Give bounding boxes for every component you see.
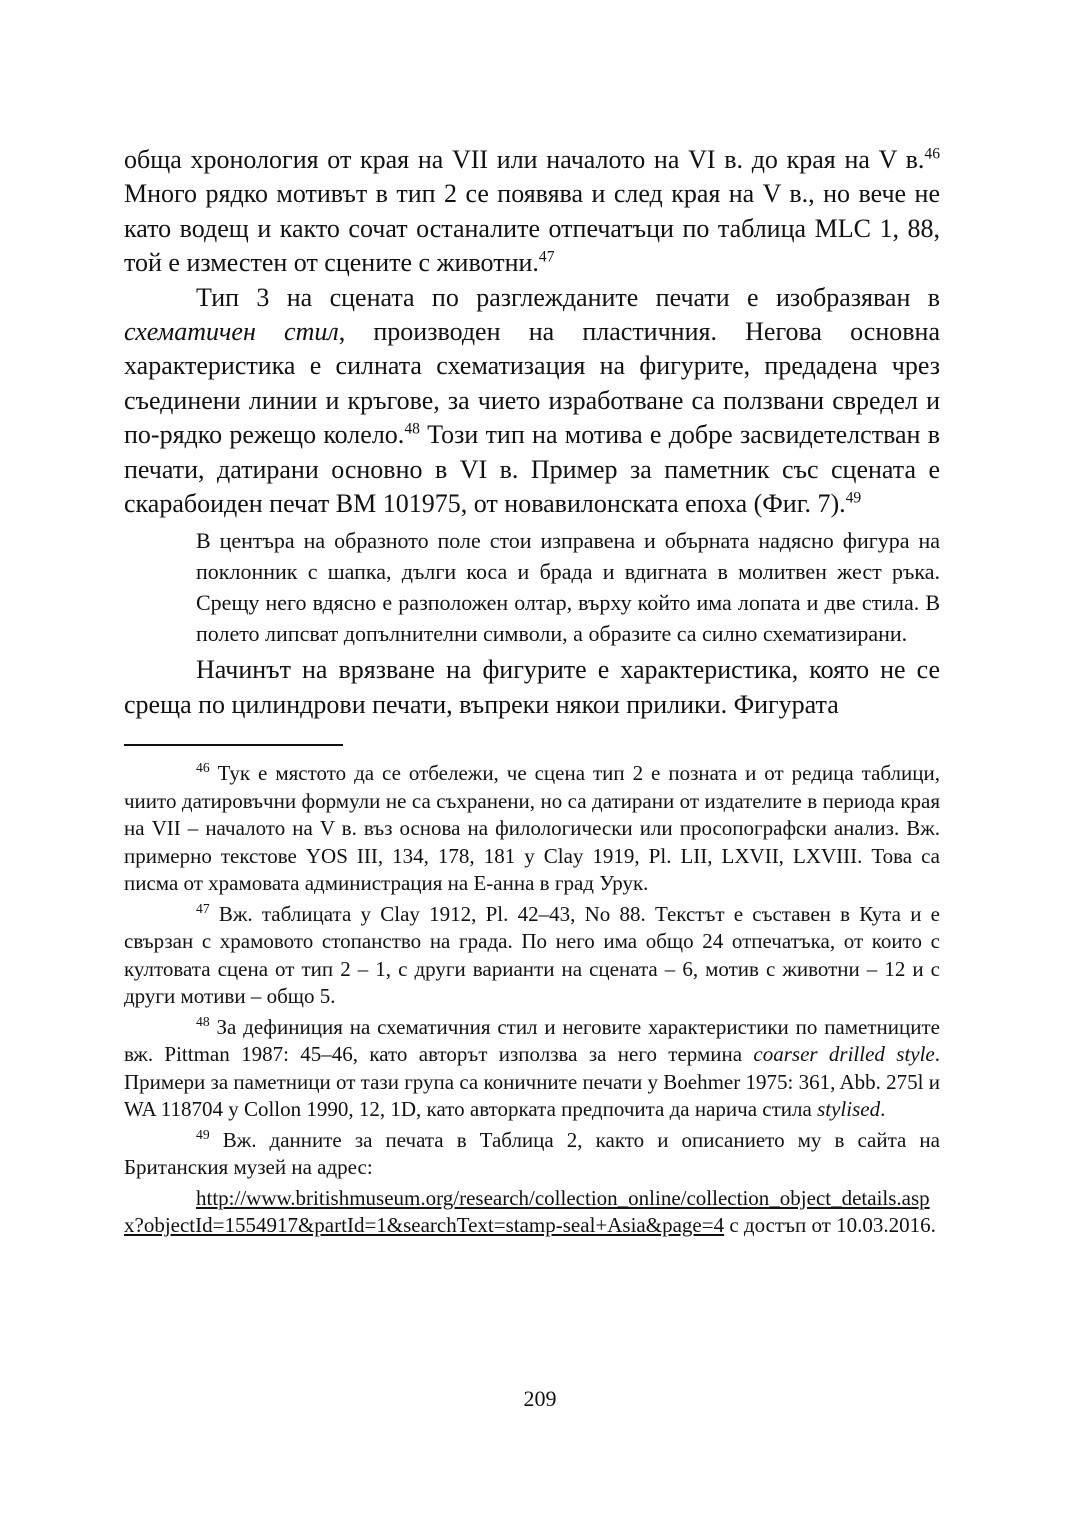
footnote-number: 46 bbox=[196, 760, 210, 776]
footnote-46 bbox=[124, 760, 940, 898]
page-number: 209 bbox=[523, 1386, 557, 1411]
paragraph-1-text-cont: Много рядко мотивът в тип 2 се появява и след края на V в., но вече не като водещ и както сочат останалите отпечатъци по таблица MLC 1, 88, той е изместен от сцените с животни. bbox=[124, 179, 940, 278]
footnote-49 bbox=[124, 1127, 940, 1182]
footnote-ref-46[interactable]: 46 bbox=[924, 145, 940, 163]
footnote-emphasis: coarser drilled style bbox=[753, 1042, 935, 1067]
footnote-text: Вж. данните за печата в Таблица 2, както и описанието му в сайта на Британския музей на адрес: bbox=[124, 1127, 940, 1180]
footnote-ref-48[interactable]: 48 bbox=[404, 420, 420, 438]
footnote-number: 48 bbox=[196, 1013, 210, 1029]
footnote-47 bbox=[124, 901, 940, 1011]
footnote-emphasis-2: stylised bbox=[817, 1097, 881, 1122]
footnote-48 bbox=[124, 1014, 940, 1124]
footnote-49-link-line bbox=[124, 1185, 940, 1240]
access-date: с достъп от 10.03.2016. bbox=[724, 1213, 936, 1238]
footnote-number: 49 bbox=[196, 1126, 210, 1142]
footnote-text: Тук е мястото да се отбележи, че сцена тип 2 е позната и от редица таблици, чиито датировъчни формули не са съхранени, но са датирани от издателите в периода края на VII – началото на V в. въз основа на филологически или просопографски анализ. Вж. примерно текстове YOS III, 134, 178, 181 у Clay 1919, Pl. LII, LXVII, LXVIII. Това са писма от храмовата администрация на Е-анна в град Урук. bbox=[124, 761, 940, 896]
footnote-text-cont: . Примери за паметници от тази група са коничните печати у Boehmer 1975: 361, Abb. 275l и WA 118704 у Collon 1990, 12, 1D, като авторката предпочита да нарича стила bbox=[124, 1042, 941, 1122]
paragraph-2-lead: Тип 3 на сцената по разглежданите печати е изобразяван в bbox=[196, 282, 940, 312]
paragraph-2-text-cont: Този тип на мотива е добре засвидетелстван в печати, датирани основно в VI в. Пример за паметник със сцената е скарабоиден печат BM 101975, от новавилонската епоха (Фиг. 7). bbox=[124, 420, 940, 519]
paragraph-3: Начинът на врязване на фигурите е характеристика, която не се среща по цилиндрови печати, въпреки някои прилики. Фигурата bbox=[124, 655, 940, 719]
paragraph-1-text: обща хронология от края на VII или началото на VI в. до края на V в. bbox=[124, 145, 925, 174]
footnote-text: Вж. таблицата у Clay 1912, Pl. 42–43, No 88. Текстът е съставен в Кута и е свързан с храмовото стопанство на града. По него има общо 24 отпечатъка, от които с култовата сцена от тип 2 – 1, с други варианти на сцената – 6, мотив с животни – 12 и с други мотиви – общо 5. bbox=[124, 901, 940, 1009]
footnote-ref-49[interactable]: 49 bbox=[845, 489, 862, 507]
footnote-text-end: . bbox=[880, 1097, 886, 1122]
footnote-divider bbox=[124, 744, 343, 746]
paragraph-1 bbox=[124, 143, 940, 281]
footnote-number: 47 bbox=[196, 900, 210, 916]
paragraph-2-emphasis: схематичен стил bbox=[124, 317, 339, 347]
paragraph-2-text: , производен на пластичния. Негова основна характеристика е силната схематизация на фигурите, предадена чрез съединени линии и кръгове, за чието изработване са ползвани свредел и по-рядко режещо колело. bbox=[124, 317, 940, 450]
block-quote: В центъра на образното поле стои изправена и обърната надясно фигура на поклонник с шапка, дълги коса и брада и вдигната в молитвен жест ръка. Срещу него вдясно е разположен олтар, върху който има лопата и две стила. В полето липсват допълнителни символи, а образите са силно схематизирани. bbox=[196, 528, 940, 647]
footnote-text: За дефиниция на схематичния стил и неговите характеристики по паметниците вж. Pittman 1987: 45–46, като авторът използва за него термина bbox=[124, 1014, 940, 1067]
footnote-ref-47[interactable]: 47 bbox=[538, 248, 555, 266]
british-museum-link[interactable]: http://www.britishmuseum.org/research/collection_online/collection_object_details.aspx?objectId=1554917&partId=1&searchText=stamp-seal+Asia&page=4 bbox=[124, 1185, 930, 1238]
paragraph-2 bbox=[124, 281, 940, 522]
page-content bbox=[124, 143, 940, 1240]
